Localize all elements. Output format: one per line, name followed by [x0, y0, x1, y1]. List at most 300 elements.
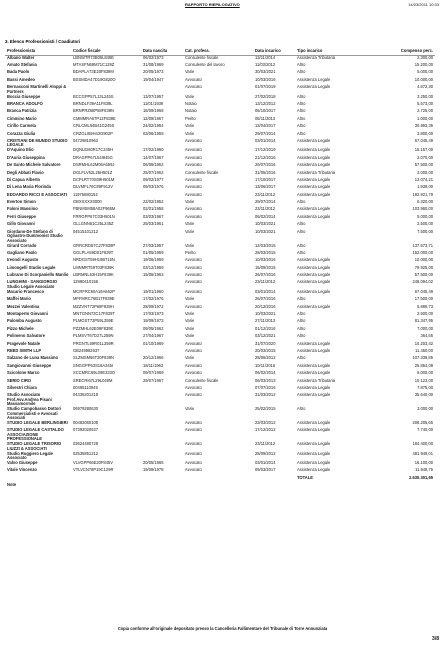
- cell-professional: LUNGHINI - SANGIORGIO Studio Legale Associato: [7, 279, 58, 289]
- cell-birth-date: [141, 386, 183, 393]
- cell-fee: 57.500,00: [414, 272, 433, 278]
- cell-assignment-type: Altro: [297, 355, 306, 361]
- table-row: [5, 170, 435, 177]
- cell-fee: 3.250,00: [417, 93, 433, 99]
- cell-tax-code: SRECRI67L29L049M: [73, 377, 113, 383]
- cell-birth-date: 09/02/1977: [143, 176, 164, 182]
- cell-assignment-type: Altro: [297, 130, 306, 136]
- cell-tax-code: PLMGST73P59L259E: [73, 318, 114, 324]
- cell-birth-date: 12/09/1967: [143, 115, 164, 121]
- cell-assignment-type: Assistenza Legale: [297, 257, 331, 263]
- cell-category: Notaio: [185, 101, 197, 107]
- table-row: [5, 70, 435, 77]
- table-row: [5, 393, 435, 407]
- cell-fee: 7.875,00: [417, 384, 433, 390]
- cell-fee: 5.000,00: [417, 213, 433, 219]
- cell-professional: De Santo Michele Salvatore: [7, 162, 61, 168]
- cell-fee: 364,65: [420, 333, 433, 339]
- table-row: [5, 94, 435, 101]
- cell-birth-date: 06/08/1962: [143, 162, 164, 168]
- table-row: [5, 461, 435, 468]
- cell-fee: 5.000,00: [417, 69, 433, 75]
- cell-tax-code: VLVGPP66E20F845V: [73, 460, 113, 466]
- cell-assignment-type: Altro: [297, 221, 306, 227]
- cell-tax-code: DGLFLV62L25H501Z: [73, 169, 113, 175]
- table-row: [5, 356, 435, 363]
- cell-assignment-type: Assistenza Legale: [297, 184, 331, 190]
- cell-birth-date: 25/07/1962: [143, 169, 164, 175]
- cell-assignment-date: 28/09/2012: [255, 450, 276, 456]
- cell-professional: Faloni Massimo: [7, 206, 38, 212]
- cell-category: Varie: [185, 318, 195, 324]
- cell-assignment-date: 06/02/2014: [255, 370, 276, 376]
- cell-tax-code: PLMSVT67D27L259N: [73, 333, 114, 339]
- cell-assignment-date: 10/03/2021: [255, 228, 276, 234]
- cell-tax-code: 03624480728: [73, 441, 99, 447]
- cell-birth-date: 19/04/1947: [143, 76, 164, 82]
- table-row: [5, 185, 435, 192]
- cell-professional: Bassi Amedeo: [7, 76, 36, 82]
- cell-category: Avvocato: [185, 392, 202, 398]
- cell-category: Avvocato: [185, 272, 202, 278]
- cell-assignment-date: 27/11/2013: [255, 318, 276, 324]
- table-row: [5, 407, 435, 421]
- cell-assignment-type: Altro: [297, 406, 306, 412]
- cell-fee: 4.672,30: [417, 84, 433, 90]
- cell-assignment-date: 28/06/2012: [255, 355, 276, 361]
- cell-tax-code: BDAPLA73E20F839M: [73, 69, 114, 75]
- cell-assignment-type: Assistenza Legale: [297, 162, 331, 168]
- cell-tax-code: MZZVNT72P68F839H: [73, 303, 114, 309]
- cell-tax-code: MCRFRC60A19A662P: [73, 288, 115, 294]
- cell-tax-code: 00482060108: [73, 420, 99, 426]
- cell-professional: Cimmino Mario: [7, 115, 37, 121]
- cell-tax-code: PRGNTL69R01L259R: [73, 340, 114, 346]
- cell-assignment-type: Altro: [297, 325, 306, 331]
- cell-fee: 15.200,00: [414, 62, 433, 68]
- cell-category: Avvocato: [185, 460, 202, 466]
- cell-fee: 67.045,49: [414, 288, 433, 294]
- table-header-row: [5, 48, 435, 56]
- table-row: [5, 349, 435, 356]
- cell-assignment-date: 15/09/2015: [255, 264, 276, 270]
- cell-assignment-date: 05/11/2013: [255, 115, 276, 121]
- cell-assignment-type: Altro: [297, 93, 306, 99]
- cell-fee: 2.000,00: [417, 169, 433, 175]
- cell-professional: Studio Associato Prof.Avv.Andrea Pisani Massamormile: [7, 392, 52, 407]
- table-row: [5, 85, 435, 94]
- table-row: [5, 442, 435, 451]
- cell-assignment-date: 26/07/2016: [255, 272, 276, 278]
- cell-tax-code: GBXXXXX0000: [73, 199, 102, 205]
- cell-tax-code: 06979280630: [73, 406, 99, 412]
- cell-professional: Bernasconi Martinelli Aloppi & Partners: [7, 84, 67, 94]
- col-header-birth-date: Data nascita: [141, 48, 183, 56]
- table-row: [5, 327, 435, 334]
- cell-fee: 10.000,00: [414, 257, 433, 263]
- cell-category: Varie: [185, 333, 195, 339]
- total-label: TOTALE: [297, 474, 313, 480]
- cell-assignment-date: 13/11/2014: [255, 55, 276, 61]
- cell-assignment-type: Altro: [297, 333, 306, 339]
- cell-assignment-type: Assistenza Legale: [297, 176, 331, 182]
- cell-birth-date: 20/12/1966: [143, 355, 164, 361]
- cell-category: Consulente fiscale: [185, 169, 219, 175]
- cell-professional: Lubrano Di Scorpaniello Manlio: [7, 272, 69, 278]
- table-row: [5, 229, 435, 243]
- cell-professional: Ireondi Augusto: [7, 257, 39, 263]
- cell-assignment-type: Altro: [297, 123, 306, 129]
- cell-assignment-type: Assistenza Legale: [297, 460, 331, 466]
- cell-professional: Palomba Augusto: [7, 318, 42, 324]
- cell-assignment-date: 30/03/2021: [255, 69, 276, 75]
- cell-birth-date: 01/05/1959: [143, 249, 164, 255]
- section-title: 3. Elenco Professionisti / Coadiutori: [5, 39, 81, 44]
- cell-professional: STUDIO LEGALE BERLINGIERI: [7, 420, 68, 426]
- table-row: [5, 258, 435, 265]
- cell-tax-code: SNGGPP63S18A345I: [73, 362, 114, 368]
- cell-fee: 3.800,00: [417, 130, 433, 136]
- cell-tax-code: SCCMRC69L09E333O: [73, 370, 116, 376]
- cell-assignment-type: Assistenza Legale: [297, 384, 331, 390]
- cell-birth-date: 17/02/1960: [143, 147, 164, 153]
- table-row: [5, 222, 435, 229]
- cell-category: Notaio: [185, 108, 197, 114]
- cell-fee: 11.450,00: [415, 347, 433, 353]
- cell-professional: Maffei Mario: [7, 296, 31, 302]
- cell-assignment-date: 20/12/2016: [255, 303, 276, 309]
- cell-birth-date: 19/06/1959: [143, 257, 164, 263]
- report-timestamp: 14/03/2011 10:33: [408, 2, 439, 7]
- total-row: [5, 476, 435, 483]
- table-row: [5, 386, 435, 393]
- cell-category: Consulente del lavoro: [185, 62, 225, 68]
- table-row: [5, 215, 435, 222]
- cell-assignment-type: Altro: [297, 108, 306, 114]
- cell-tax-code: 07392020637: [73, 427, 99, 433]
- cell-assignment-type: Assistenza Legale: [297, 272, 331, 278]
- cell-category: Avvocato: [185, 76, 202, 82]
- cell-professional: Studio Ruggiero Legale Associato: [7, 450, 53, 461]
- cell-assignment-date: 06/03/2013: [255, 377, 276, 383]
- cell-assignment-date: 20/03/2015: [255, 347, 276, 353]
- table-row: [5, 266, 435, 273]
- cell-professional: Gagliano Paolo: [7, 249, 37, 255]
- table-row: [5, 102, 435, 109]
- table-row: [5, 468, 435, 475]
- cell-assignment-date: 10/03/2016: [255, 76, 276, 82]
- cell-assignment-type: Altro: [297, 228, 306, 234]
- cell-tax-code: 00495110949: [73, 384, 98, 390]
- table-row: [5, 193, 435, 200]
- cell-birth-date: 01/10/1969: [143, 340, 164, 346]
- cell-tax-code: BRNPRZ68P58F839N: [73, 108, 114, 114]
- cell-fee: 79.925,00: [414, 264, 433, 270]
- table-row: [5, 280, 435, 289]
- table-row: [5, 163, 435, 170]
- cell-tax-code: MNTGNN73C17F839T: [73, 311, 115, 317]
- cell-assignment-date: 10/03/2021: [255, 221, 276, 227]
- table-row: [5, 243, 435, 250]
- cell-tax-code: DCPLRT70S09H501M: [73, 176, 115, 182]
- cell-fee: 182.921,79: [412, 191, 433, 197]
- table-row: [5, 452, 435, 461]
- cell-tax-code: FRRGPP67C03H501N: [73, 213, 115, 219]
- cell-category: Consulente fiscale: [185, 377, 219, 383]
- cell-professional: Albano Walter: [7, 55, 35, 61]
- cell-assignment-date: 05/10/2017: [255, 108, 276, 114]
- cell-assignment-type: Assistenza Legale: [297, 191, 331, 197]
- cell-assignment-type: Altro: [297, 311, 306, 317]
- col-header-category: Cat. profess.: [183, 48, 253, 56]
- table-row: [5, 251, 435, 258]
- cell-fee: 35.640,00: [414, 392, 433, 398]
- cell-tax-code: FBNMSM58A02F965M: [73, 206, 116, 212]
- cell-assignment-date: 26/07/2016: [255, 296, 276, 302]
- cell-fee: 208.205,65: [412, 420, 433, 426]
- cell-professional: BRANCA ADOLFO: [7, 101, 43, 107]
- table-row: [5, 341, 435, 348]
- cell-fee: 481.949,01: [412, 450, 433, 456]
- cell-assignment-date: 01/07/2019: [255, 84, 276, 90]
- cell-category: Avvocato: [185, 84, 202, 90]
- cell-birth-date: 31/08/1969: [143, 62, 164, 68]
- cell-assignment-type: Assistenza Tributaria: [297, 55, 335, 61]
- cell-category: Varie: [185, 355, 195, 361]
- cell-category: Varie: [185, 69, 195, 75]
- cell-fee: 67.045,49: [414, 137, 433, 143]
- cell-category: Avvocato: [185, 184, 202, 190]
- col-header-professional: Professionista: [5, 48, 71, 56]
- table-row: [5, 364, 435, 371]
- cell-birth-date: [141, 393, 183, 407]
- cell-assignment-date: 31/03/2012: [255, 392, 276, 398]
- cell-fee: 13.074,21: [414, 176, 433, 182]
- cell-birth-date: 09/05/1962: [143, 325, 164, 331]
- cell-assignment-date: 23/03/2012: [255, 420, 276, 426]
- cell-category: Avvocato: [185, 427, 202, 433]
- cell-assignment-date: 17/10/2017: [255, 176, 276, 182]
- table-row: [5, 200, 435, 207]
- table-row: [5, 428, 435, 442]
- cell-tax-code: 04335201218: [73, 392, 99, 398]
- cell-professional: Cirillo Carmela: [7, 123, 36, 129]
- cell-assignment-date: 23/11/2012: [255, 191, 276, 197]
- cell-professional: Polimeno Salvatore: [7, 333, 45, 339]
- cell-birth-date: 27/04/1967: [143, 333, 164, 339]
- cell-tax-code: CRZGLI59H43G902P: [73, 130, 113, 136]
- cell-tax-code: LBRMNL63H15F839K: [73, 272, 114, 278]
- cell-tax-code: DRAGPP67L54I845G: [73, 154, 113, 160]
- cell-assignment-type: Altro: [297, 249, 306, 255]
- cell-birth-date: [141, 428, 183, 442]
- cell-category: Avvocato: [185, 264, 202, 270]
- cell-tax-code: BSSMDA47D19G820O: [73, 76, 116, 82]
- cell-tax-code: 04515101212: [73, 228, 99, 234]
- cell-assignment-date: 17/12/2012: [255, 427, 276, 433]
- cell-category: Varie: [185, 93, 195, 99]
- cell-fee: 16.100,00: [414, 460, 433, 466]
- cell-category: Varie: [185, 123, 195, 129]
- cell-assignment-type: Altro: [297, 296, 306, 302]
- cell-birth-date: 03/06/1959: [143, 130, 164, 136]
- cell-professional: Degli Abbati Flavio: [7, 169, 44, 175]
- cell-fee: 10.000,00: [414, 76, 433, 82]
- table-row: [5, 207, 435, 214]
- cell-fee: 25.864,08: [414, 362, 433, 368]
- cell-professional: Everton Simon: [7, 199, 36, 205]
- cell-fee: 81.347,95: [414, 318, 433, 324]
- cell-birth-date: 18/11/1963: [143, 362, 164, 368]
- cell-birth-date: 15/06/1963: [143, 272, 164, 278]
- cell-fee: 17.500,00: [414, 296, 433, 302]
- cell-assignment-date: 01/12/2016: [255, 325, 276, 331]
- report-header: [0, 2, 445, 10]
- cell-assignment-type: Assistenza Legale: [297, 340, 331, 346]
- cell-category: Avvocato: [185, 154, 202, 160]
- cell-assignment-type: Assistenza Tributaria: [297, 377, 335, 383]
- table-row: [5, 273, 435, 280]
- cell-fee: 2.500,00: [417, 311, 433, 317]
- cell-fee: 5.573,00: [417, 101, 433, 107]
- cell-professional: Pizzo Michele: [7, 325, 34, 331]
- table-row: [5, 371, 435, 378]
- cell-professional: Di Capua Alberto: [7, 176, 41, 182]
- cell-assignment-date: 21/12/2016: [255, 154, 276, 160]
- cell-assignment-date: 29/07/2014: [255, 130, 276, 136]
- cell-assignment-date: 07/07/2016: [255, 384, 276, 390]
- cell-professional: Boccia Giuseppe: [7, 93, 41, 99]
- cell-birth-date: 13/07/1957: [143, 93, 164, 99]
- table-row: [5, 148, 435, 155]
- cell-assignment-date: 23/11/2012: [255, 206, 276, 212]
- cell-assignment-type: Assistenza Legale: [297, 288, 331, 294]
- cell-assignment-type: Altro: [297, 69, 306, 75]
- cell-assignment-date: 12/03/2015: [255, 242, 276, 248]
- cell-assignment-date: 06/02/2014: [255, 213, 276, 219]
- table-row: [5, 178, 435, 185]
- cell-birth-date: 11/01/1939: [143, 101, 164, 107]
- cell-fee: 10.123,00: [414, 377, 433, 383]
- cell-assignment-date: 10/03/2016: [255, 257, 276, 263]
- cell-professional: Valvo Giuseppe: [7, 460, 38, 466]
- page-number: 3/8: [432, 636, 439, 642]
- cell-assignment-date: 03/01/2014: [255, 288, 276, 294]
- cell-fee: 7.740,00: [417, 427, 433, 433]
- cell-category: Avvocato: [185, 384, 202, 390]
- cell-professional: Vitale Vincenzo: [7, 467, 37, 473]
- cell-assignment-date: 23/11/2012: [255, 441, 276, 447]
- cell-fee: 1.000,00: [417, 115, 433, 121]
- cell-category: Avvocato: [185, 191, 202, 197]
- cell-tax-code: NRDGST59H19B715N: [73, 257, 115, 263]
- cell-birth-date: 03/12/1959: [143, 264, 164, 270]
- cell-professional: CRISTIANI DE MUNDO STUDIO LEGALE: [7, 137, 68, 148]
- cell-assignment-date: 09/03/2017: [255, 467, 276, 473]
- cell-category: Avvocato: [185, 137, 202, 143]
- cell-professional: Macario Francesco: [7, 288, 45, 294]
- cell-birth-date: 09/07/1969: [143, 370, 164, 376]
- cell-assignment-type: Assistenza Legale: [297, 362, 331, 368]
- cell-professional: Studio Campobasso Dottori Commercialisti e Avvocati Associati: [7, 406, 62, 421]
- cell-professional: D'Auria Giuseppina: [7, 154, 45, 160]
- cell-category: Avvocato: [185, 303, 202, 309]
- cell-professional: Salzano de Luna Massimo: [7, 355, 58, 361]
- cell-professional: REED SMITH LLP: [7, 347, 42, 353]
- cell-birth-date: 03/03/1967: [143, 213, 164, 219]
- cell-assignment-type: Altro: [297, 62, 306, 68]
- cell-assignment-type: Assistenza Legale: [297, 441, 331, 447]
- cell-professional: Sangiovanni Giuseppe: [7, 362, 52, 368]
- table-row: [5, 63, 435, 70]
- cell-category: Avvocato: [185, 347, 202, 353]
- cell-assignment-date: 27/02/2018: [255, 93, 276, 99]
- cell-fee: 184.400,00: [412, 441, 433, 447]
- cell-fee: 6.320,00: [417, 199, 433, 205]
- note-row: [5, 483, 435, 490]
- cell-assignment-type: Assistenza Legale: [297, 427, 331, 433]
- cell-category: Varie: [185, 296, 195, 302]
- cell-professional: Pragevole Natale: [7, 340, 40, 346]
- cell-birth-date: 17/02/1976: [143, 296, 164, 302]
- cell-birth-date: 19/09/1973: [143, 318, 164, 324]
- cell-fee: 137.573,71: [412, 242, 433, 248]
- table-row: [5, 131, 435, 138]
- table-row: [5, 139, 435, 148]
- cell-professional: D'Aquino Elio: [7, 147, 34, 153]
- col-header-tax-code: Codice fiscale: [71, 48, 141, 56]
- cell-assignment-date: 29/07/2014: [255, 199, 276, 205]
- cell-category: Avvocato: [185, 279, 202, 285]
- cell-assignment-date: 13/04/2017: [255, 123, 276, 129]
- cell-birth-date: [141, 229, 183, 243]
- report-title: RAPPORTO RIEPILOGATIVO: [185, 2, 240, 7]
- cell-professional: Di Lena Maria Florinda: [7, 184, 51, 190]
- cell-birth-date: [141, 421, 183, 428]
- cell-category: Varie: [185, 221, 195, 227]
- cell-birth-date: 17/03/1973: [143, 311, 164, 317]
- cell-assignment-type: Assistenza Legale: [297, 213, 331, 219]
- cell-professional: Bada Paolo: [7, 69, 30, 75]
- cell-category: Avvocato: [185, 147, 202, 153]
- cell-assignment-date: 31/07/2020: [255, 340, 276, 346]
- cell-fee: 107.339,85: [412, 355, 433, 361]
- cell-assignment-type: Altro: [297, 199, 306, 205]
- cell-category: Avvocato: [185, 467, 202, 473]
- cell-category: Avvocato: [185, 420, 202, 426]
- cell-assignment-type: Assistenza Legale: [297, 264, 331, 270]
- cell-birth-date: [141, 442, 183, 451]
- table-row: [5, 319, 435, 326]
- cell-assignment-type: Assistenza Legale: [297, 154, 331, 160]
- cell-category: Varie: [185, 406, 195, 412]
- cell-category: Avvocato: [185, 450, 202, 456]
- table-row: [5, 304, 435, 311]
- cell-assignment-type: Altro: [297, 242, 306, 248]
- cell-fee: 1.939,00: [417, 184, 433, 190]
- cell-assignment-type: Altro: [297, 318, 306, 324]
- cell-professional: STUDIO LEGALE TRISORIO LIUZZI & ASSOCIATI: [7, 441, 62, 451]
- cell-birth-date: 27/03/1957: [143, 242, 164, 248]
- cell-assignment-type: Assistenza Legale: [297, 392, 331, 398]
- cell-birth-date: 19/09/1978: [143, 467, 164, 473]
- cell-category: Avvocato: [185, 176, 202, 182]
- table-row: [5, 297, 435, 304]
- cell-birth-date: 18/09/1968: [143, 108, 164, 114]
- table-body: [5, 56, 435, 476]
- cell-professional: Mezzei Valentina: [7, 303, 40, 309]
- cell-birth-date: 25/03/1961: [143, 221, 164, 227]
